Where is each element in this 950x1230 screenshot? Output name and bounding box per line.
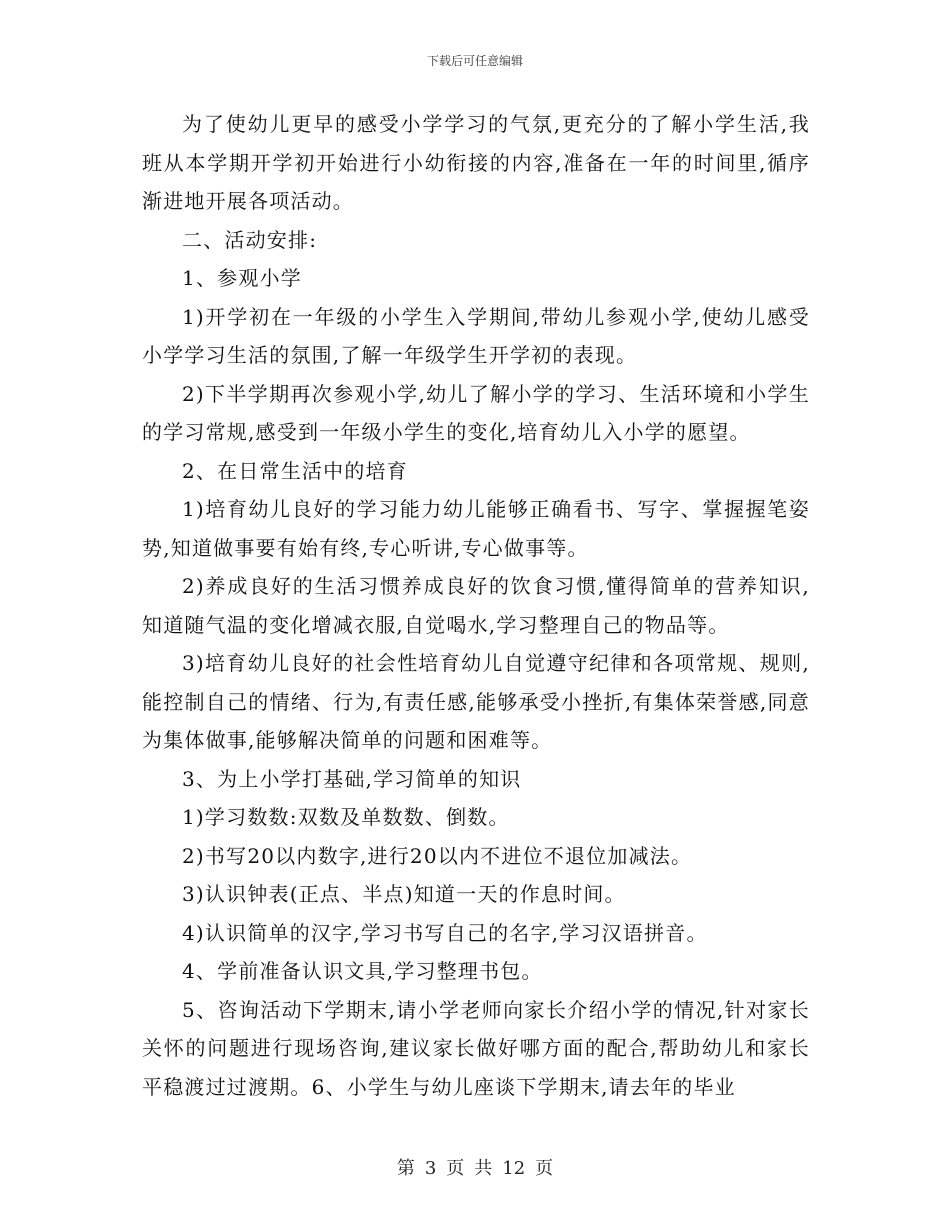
paragraph: 5、咨询活动下学期末,请小学老师向家长介绍小学的情况,针对家长关怀的问题进行现场咨询,建议家长做好哪方面的配合,帮助幼儿和家长平稳渡过过渡期。6、小学生与幼儿座谈下学期末,请去年的毕业 xyxy=(142,997,810,1099)
paragraph: 4)认识简单的汉字,学习书写自己的名字,学习汉语拼音。 xyxy=(182,920,708,945)
document-body xyxy=(142,105,810,1106)
paragraph: 2)书写20以内数字,进行20以内不进位不退位加减法。 xyxy=(182,843,693,868)
paragraph: 1)开学初在一年级的小学生入学期间,带幼儿参观小学,使幼儿感受小学学习生活的氛围,了解一年级学生开学初的表现。 xyxy=(142,304,810,367)
subsection-heading: 1、参观小学 xyxy=(182,266,302,290)
footer-suffix: 页 xyxy=(535,1158,554,1179)
subsection-heading: 2、在日常生活中的培育 xyxy=(182,458,408,483)
footer-prefix: 第 xyxy=(396,1158,415,1179)
paragraph: 1)学习数数:双数及单数数、倒数。 xyxy=(182,805,510,829)
current-page-number: 3 xyxy=(424,1158,437,1179)
section-heading: 二、活动安排: xyxy=(182,227,318,252)
footer-total-word: 共 xyxy=(474,1158,493,1179)
page-footer xyxy=(0,1154,950,1180)
page-header: 下载后可任意编辑 xyxy=(426,54,523,68)
subsection-heading: 3、为上小学打基础,学习简单的知识 xyxy=(182,766,522,791)
paragraph: 3)认识钟表(正点、半点)知道一天的作息时间。 xyxy=(182,882,626,906)
paragraph: 为了使幼儿更早的感受小学学习的气氛,更充分的了解小学生活,我班从本学期开学初开始进行小幼衔接的内容,准备在一年的时间里,循序渐进地开展各项活动。 xyxy=(142,112,810,213)
paragraph: 2)养成良好的生活习惯养成良好的饮食习惯,懂得简单的营养知识,知道随气温的变化增减衣服,自觉喝水,学习整理自己的物品等。 xyxy=(142,574,810,637)
paragraph: 1)培育幼儿良好的学习能力幼儿能够正确看书、写字、掌握握笔姿势,知道做事要有始有终,专心听讲,专心做事等。 xyxy=(142,497,810,560)
total-page-count: 12 xyxy=(502,1158,526,1179)
paragraph: 2)下半学期再次参观小学,幼儿了解小学的学习、生活环境和小学生的学习常规,感受到一年级小学生的变化,培育幼儿入小学的愿望。 xyxy=(142,381,810,444)
paragraph: 3)培育幼儿良好的社会性培育幼儿自觉遵守纪律和各项常规、规则,能控制自己的情绪、行为,有责任感,能够承受小挫折,有集体荣誉感,同意为集体做事,能够解决简单的问题和困难等。 xyxy=(142,651,810,752)
paragraph: 4、学前准备认识文具,学习整理书包。 xyxy=(182,959,543,983)
footer-page-word: 页 xyxy=(446,1158,465,1179)
